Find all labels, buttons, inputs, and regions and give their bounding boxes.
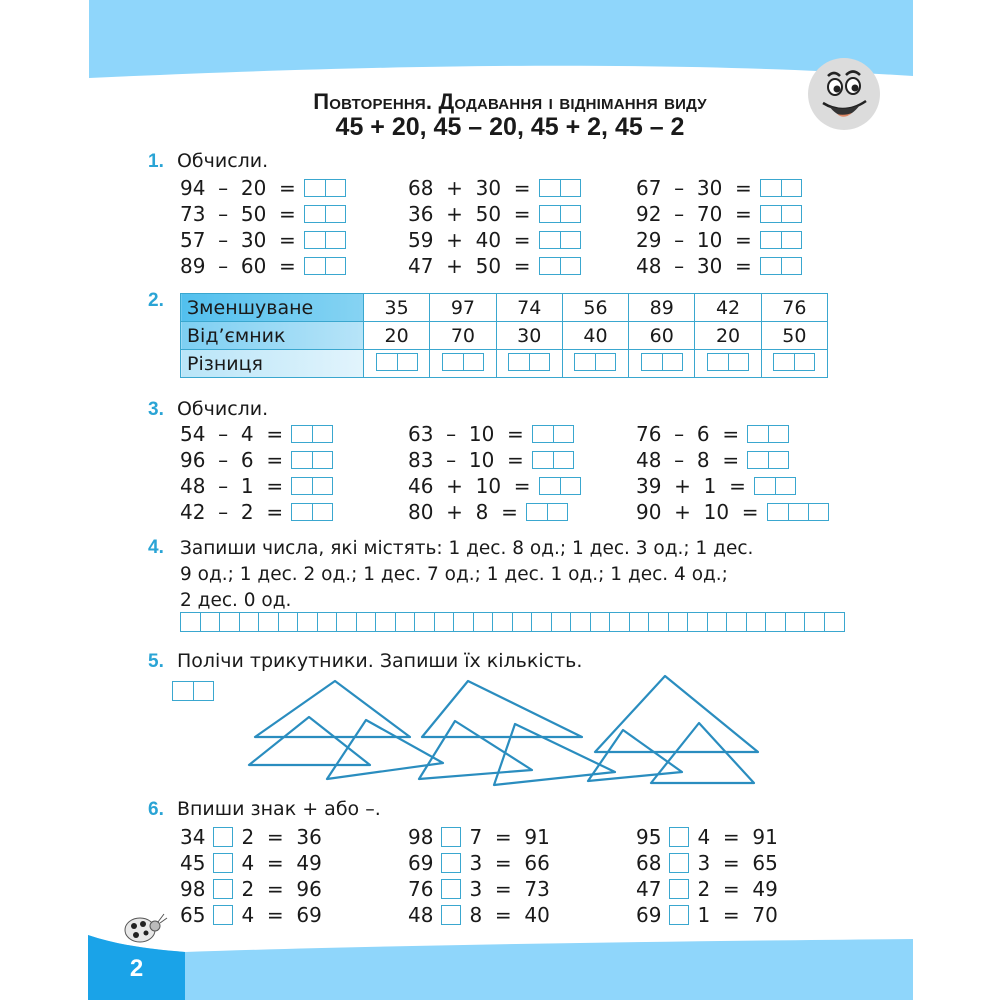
equation: 68 3 = 65 [636,851,778,875]
equation: 34 2 = 36 [180,825,322,849]
equation: 45 4 = 49 [180,851,322,875]
equation: 59 + 40 = [408,227,581,253]
equation: 29 – 10 = [636,227,802,253]
sign-box[interactable] [213,879,233,899]
table-cell: 20 [695,322,761,350]
sign-box[interactable] [213,853,233,873]
equation: 63 – 10 = [408,421,581,447]
table-cell: 35 [364,294,430,322]
equation: 48 – 8 = [636,447,829,473]
task-instruction: Впиши знак + або –. [176,798,381,820]
equation: 46 + 10 = [408,473,581,499]
equation: 98 7 = 91 [408,825,550,849]
equation: 42 – 2 = [180,499,333,525]
sign-box[interactable] [669,827,689,847]
equation: 48 – 30 = [636,253,802,279]
sign-box[interactable] [669,853,689,873]
task-instruction: Полічи трикутники. Запиши їх кількість. [176,650,583,672]
triangle [595,676,758,752]
table-cell: 70 [430,322,496,350]
page-subtitle: 45 + 20, 45 – 20, 45 + 2, 45 – 2 [335,113,685,141]
sign-box[interactable] [441,827,461,847]
sign-box[interactable] [441,853,461,873]
task-4-instruction: Запиши числа, які містять: 1 дес. 8 од.; 1 дес. 3 од.; 1 дес. 9 од.; 1 дес. 2 од.; 1 дес. 7 од.; 1 дес. 1 од.; 1 дес. 4 од.; 2 дес. 0 од. [180,538,754,611]
equation: 47 2 = 49 [636,877,778,901]
table-cell: 30 [496,322,562,350]
equation: 47 + 50 = [408,253,581,279]
equation: 94 – 20 = [180,175,346,201]
task-instruction: Обчисли. [176,150,269,172]
sign-box[interactable] [213,827,233,847]
task-6-column-3 [636,824,778,928]
equation: 68 + 30 = [408,175,581,201]
equation: 65 4 = 69 [180,903,322,927]
equation: 67 – 30 = [636,175,802,201]
table-cell: 20 [364,322,430,350]
table-cell: 56 [562,294,628,322]
task-number: 4. [148,537,164,558]
equation: 54 – 4 = [180,421,333,447]
equation: 96 – 6 = [180,447,333,473]
equation: 69 1 = 70 [636,903,778,927]
sign-box[interactable] [441,879,461,899]
equation: 90 + 10 = [636,499,829,525]
sign-box[interactable] [669,879,689,899]
equation: 36 + 50 = [408,201,581,227]
table-cell: 97 [430,294,496,322]
task-number: 3. [148,399,164,420]
task-number: 6. [148,799,164,820]
table-cell: 74 [496,294,562,322]
task-instruction: Обчисли. [176,398,269,420]
task-number: 2. [148,290,164,311]
task-number: 5. [148,651,164,672]
equation: 48 – 1 = [180,473,333,499]
equation: 48 8 = 40 [408,903,550,927]
equation: 89 – 60 = [180,253,346,279]
equation: 76 3 = 73 [408,877,550,901]
table-cell: 40 [562,322,628,350]
triangle [419,721,532,779]
triangle [494,724,615,785]
equation: 80 + 8 = [408,499,581,525]
row-label: Зменшуване [181,294,364,322]
page-number: 2 [129,955,144,982]
equation: 98 2 = 96 [180,877,322,901]
task-number: 1. [148,151,164,172]
table-cell: 60 [629,322,695,350]
sign-box[interactable] [213,905,233,925]
triangle [255,681,410,737]
task-6-column-1 [180,824,322,928]
equation: 83 – 10 = [408,447,581,473]
table-cell: 76 [761,294,827,322]
task-6-header [148,798,381,821]
sign-box[interactable] [441,905,461,925]
row-label: Різниця [181,350,364,378]
equation: 92 – 70 = [636,201,802,227]
table-cell: 50 [761,322,827,350]
triangle [422,681,582,737]
equation: 57 – 30 = [180,227,346,253]
task-6-column-2 [408,824,550,928]
row-label: Від’ємник [181,322,364,350]
table-cell: 42 [695,294,761,322]
page-title: Повторення. Додавання і віднімання виду [313,89,707,114]
equation: 69 3 = 66 [408,851,550,875]
sign-box[interactable] [669,905,689,925]
equation: 95 4 = 91 [636,825,778,849]
equation: 76 – 6 = [636,421,829,447]
equation: 39 + 1 = [636,473,829,499]
table-cell: 89 [629,294,695,322]
equation: 73 – 50 = [180,201,346,227]
